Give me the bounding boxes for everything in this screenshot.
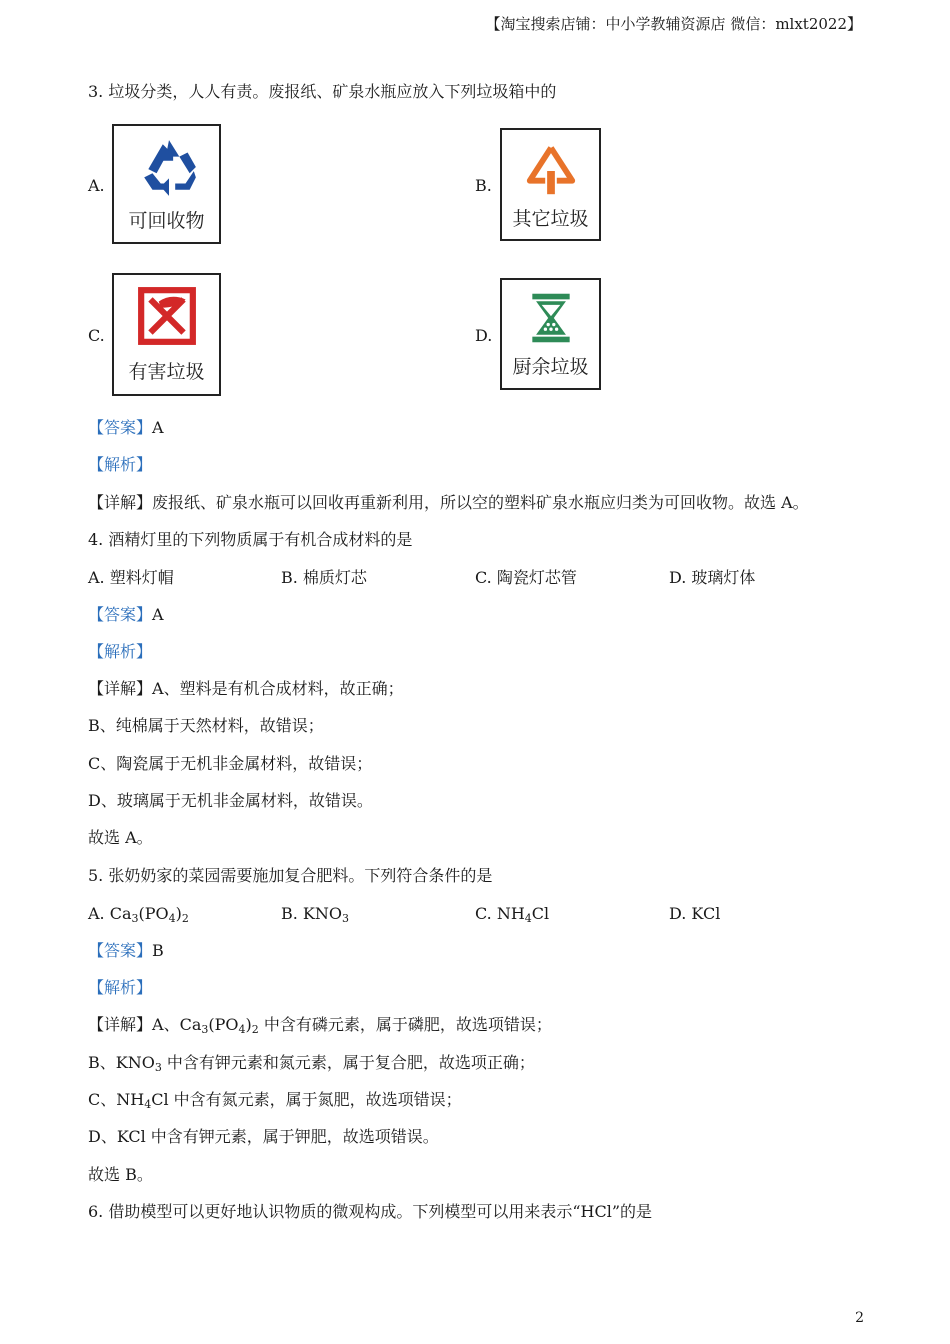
detail-part: Cl 中含有氮元素，属于氮肥，故选项错误； <box>151 1090 462 1109</box>
detail-tag: 【详解】 <box>88 1015 153 1034</box>
formula-part: Cl <box>531 904 550 923</box>
recycle-icon <box>138 136 200 198</box>
q3-detail <box>88 493 809 513</box>
q3-option-b-caption: 其它垃圾 <box>512 208 589 230</box>
q3-answer-line <box>88 418 164 438</box>
q4-option-a: A. 塑料灯帽 <box>88 568 174 587</box>
q4-detail-line-3: C、陶瓷属于无机非金属材料，故错误； <box>88 754 373 773</box>
q3-option-d-letter: D. <box>475 326 493 345</box>
detail-part: (PO <box>208 1015 239 1034</box>
detail-part: C、NH <box>88 1090 145 1109</box>
q5-option-c <box>475 904 549 929</box>
formula-part: ) <box>175 904 182 923</box>
q3-option-a-sign <box>112 124 221 244</box>
q6-stem: 6. 借助模型可以更好地认识物质的微观构成。下列模型可以用来表示“HCl”的是 <box>88 1202 653 1221</box>
hazard-icon <box>136 285 198 347</box>
q4-conclusion: 故选 A。 <box>88 828 153 847</box>
q3-option-c-sign <box>112 273 221 396</box>
formula-subscript: 3 <box>342 912 349 925</box>
formula-subscript: 4 <box>144 1098 152 1111</box>
q4-detail-text: A、塑料是有机合成材料，故正确； <box>152 679 404 698</box>
tree-icon <box>522 142 580 200</box>
page-header: 【淘宝搜索店铺：中小学教辅资源店 微信：mlxt2022】 <box>485 15 862 33</box>
q5-stem: 5. 张奶奶家的菜园需要施加复合肥料。下列符合条件的是 <box>88 866 493 885</box>
formula-part: A. Ca <box>88 904 132 923</box>
q3-option-b-sign <box>500 128 601 241</box>
q5-detail-line-2 <box>88 1053 535 1078</box>
detail-part: B、KNO <box>88 1053 155 1072</box>
q3-stem: 3. 垃圾分类，人人有责。废报纸、矿泉水瓶应放入下列垃圾箱中的 <box>88 82 557 101</box>
formula-part: C. NH <box>475 904 525 923</box>
q4-option-c: C. 陶瓷灯芯管 <box>475 568 577 587</box>
page-number: 2 <box>855 1310 864 1326</box>
formula-subscript: 3 <box>154 1061 162 1074</box>
q3-option-b-letter: B. <box>475 176 492 195</box>
q3-option-a-letter: A. <box>88 176 105 195</box>
formula-part: B. KNO <box>281 904 342 923</box>
answer-tag: 【答案】 <box>88 941 153 960</box>
detail-part: 中含有钾元素和氮元素，属于复合肥，故选项正确； <box>161 1053 535 1072</box>
q4-option-b: B. 棉质灯芯 <box>281 568 367 587</box>
q4-detail-line-1 <box>88 679 404 699</box>
q3-option-d-caption: 厨余垃圾 <box>512 356 589 378</box>
formula-subscript: 2 <box>251 1023 259 1036</box>
q4-option-d: D. 玻璃灯体 <box>669 568 756 587</box>
q3-option-a-caption: 可回收物 <box>128 210 205 232</box>
q5-option-a <box>88 904 189 929</box>
q3-analysis-tag: 【解析】 <box>88 455 153 474</box>
formula-subscript: 4 <box>524 912 532 925</box>
answer-tag: 【答案】 <box>88 418 153 437</box>
formula-subscript: 3 <box>131 912 139 925</box>
answer-tag: 【答案】 <box>88 605 153 624</box>
detail-part: 中含有磷元素，属于磷肥，故选项错误； <box>258 1015 552 1034</box>
q5-answer-line <box>88 941 164 961</box>
q3-option-c-letter: C. <box>88 326 105 345</box>
q5-option-d <box>669 904 720 924</box>
q5-answer: B <box>152 941 164 960</box>
q4-answer-line <box>88 605 164 625</box>
detail-tag: 【详解】 <box>88 679 153 698</box>
q5-detail-line-3 <box>88 1090 462 1115</box>
q4-detail-line-4: D、玻璃属于无机非金属材料，故错误。 <box>88 791 373 810</box>
formula-subscript: 3 <box>201 1023 209 1036</box>
formula-subscript: 4 <box>168 912 176 925</box>
formula-part: D. KCl <box>669 904 721 923</box>
q3-option-d-sign <box>500 278 601 390</box>
hourglass-icon <box>523 290 579 346</box>
formula-part: (PO <box>138 904 169 923</box>
q3-option-c-caption: 有害垃圾 <box>128 361 205 383</box>
q4-detail-line-2: B、纯棉属于天然材料，故错误； <box>88 716 324 735</box>
detail-part: A、Ca <box>152 1015 202 1034</box>
detail-tag: 【详解】 <box>88 493 153 512</box>
formula-subscript: 4 <box>238 1023 246 1036</box>
detail-part: ) <box>245 1015 252 1034</box>
q4-answer: A <box>152 605 164 624</box>
q5-detail-line-1 <box>88 1015 552 1040</box>
q5-option-b <box>281 904 349 929</box>
q5-conclusion: 故选 B。 <box>88 1165 153 1184</box>
q3-answer: A <box>152 418 164 437</box>
q5-detail-line-4: D、KCl 中含有钾元素，属于钾肥，故选项错误。 <box>88 1127 439 1146</box>
q5-analysis-tag: 【解析】 <box>88 978 153 997</box>
formula-subscript: 2 <box>181 912 189 925</box>
q4-stem: 4. 酒精灯里的下列物质属于有机合成材料的是 <box>88 530 413 549</box>
q3-detail-text: 废报纸、矿泉水瓶可以回收再重新利用，所以空的塑料矿泉水瓶应归类为可回收物。故选 A。 <box>152 493 809 512</box>
q4-analysis-tag: 【解析】 <box>88 642 153 661</box>
